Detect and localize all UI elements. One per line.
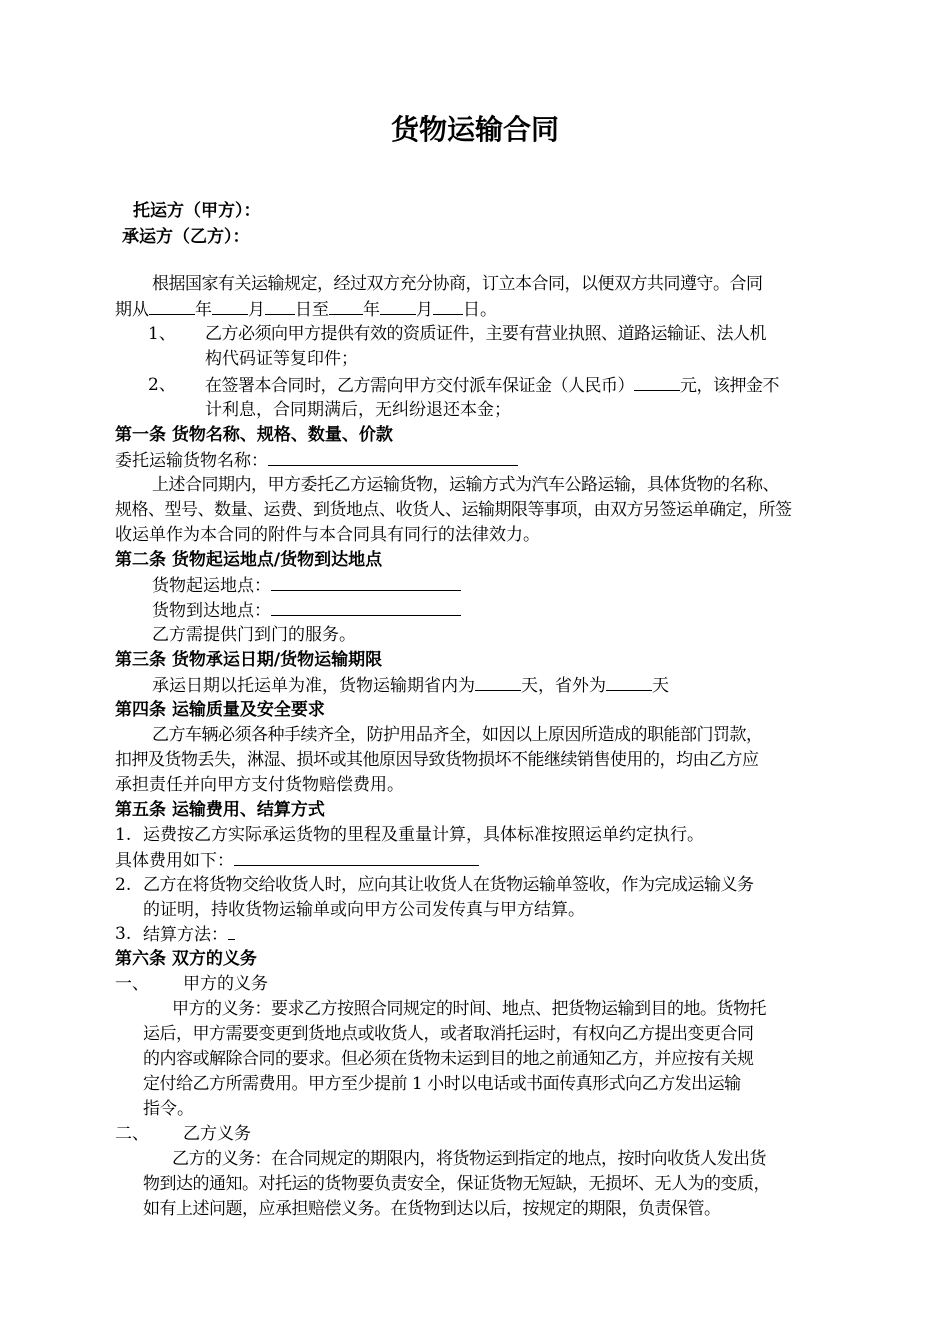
item-1-line-1: 乙方必须向甲方提供有效的资质证件，主要有营业执照、道路运输证、法人机 — [205, 324, 766, 344]
deposit-text: 在签署本合同时，乙方需向甲方交付派车保证金（人民币） — [205, 376, 634, 396]
origin-label: 货物起运地点： — [152, 576, 271, 596]
start-year-blank — [149, 297, 195, 315]
item-2-line-2: 计利息，合同期满后，无纠纷退还本金； — [205, 400, 511, 420]
start-month-blank — [212, 297, 248, 315]
destination-blank — [271, 598, 461, 616]
section-1-title: 甲方的义务 — [183, 974, 268, 994]
deposit-amount-blank — [634, 373, 680, 391]
item-1-line-2: 构代码证等复印件； — [205, 349, 358, 369]
item-2-number: 2、 — [148, 375, 176, 395]
article-1-para-line-3: 收运单作为本合同的附件与本合同具有同行的法律效力。 — [115, 525, 540, 545]
article-4-para-line-2: 扣押及货物丢失，淋湿、损坏或其他原因导致货物损坏不能继续销售使用的，均由乙方应 — [115, 750, 759, 770]
carrier-label: 承运方（乙方）： — [122, 227, 250, 247]
deposit-text-2: 元，该押金不 — [680, 376, 779, 396]
party-a-duty-line-3: 的内容或解除合同的要求。但必须在货物未运到目的地之前通知乙方，并应按有关规 — [143, 1049, 754, 1069]
shipper-label: 托运方（甲方）： — [133, 201, 261, 221]
article-5-item-3-number: 3. — [115, 924, 132, 944]
article-1-para-line-2: 规格、型号、数量、运费、到货地点、收货人、运输期限等事项，由双方另签运单确定，所签 — [115, 500, 792, 520]
fee-details-blank — [234, 848, 479, 866]
goods-name-label: 委托运输货物名称： — [115, 451, 268, 471]
start-day-blank — [265, 297, 295, 315]
month-label: 月 — [248, 300, 265, 320]
party-b-duty-line-1: 乙方的义务：在合同规定的期限内，将货物运到指定的地点，按时向收货人发出货 — [172, 1149, 766, 1169]
out-province-days-blank — [606, 673, 652, 691]
party-b-duty-line-2: 物到达的通知。对托运的货物要负责安全，保证货物无短缺，无损坏、无人为的变质， — [143, 1174, 770, 1194]
transport-period-text: 承运日期以托运单为准，货物运输期省内为 — [152, 676, 475, 696]
days-label: 天 — [652, 676, 669, 696]
article-5-item-2-line-2: 的证明，持收货物运输单或向甲方公司发传真与甲方结算。 — [143, 900, 585, 920]
party-a-duty-line-4: 定付给乙方所需费用。甲方至少提前 1 小时以电话或书面传真形式向乙方发出运输 — [143, 1074, 741, 1094]
party-a-duty-line-5: 指令。 — [143, 1099, 194, 1119]
settlement-method-label: 结算方法： — [143, 925, 228, 945]
article-3-heading: 第三条 货物承运日期/货物运输期限 — [115, 650, 383, 670]
end-year-blank — [329, 297, 363, 315]
settlement-method-field — [143, 922, 235, 947]
day-to-label: 日至 — [295, 300, 329, 320]
article-5-item-2-line-1: 乙方在将货物交给收货人时，应向其让收货人在货物运输单签收，作为完成运输义务 — [143, 875, 754, 895]
end-day-blank — [433, 297, 463, 315]
fee-details-field — [115, 848, 479, 873]
end-month-blank — [380, 297, 416, 315]
settlement-method-blank — [228, 922, 235, 940]
origin-blank — [271, 573, 461, 591]
article-5-item-2-number: 2. — [115, 875, 132, 895]
day-end-label: 日。 — [463, 300, 497, 320]
article-1-para-line-1: 上述合同期内，甲方委托乙方运输货物，运输方式为汽车公路运输，具体货物的名称、 — [152, 475, 779, 495]
month-label-2: 月 — [416, 300, 433, 320]
article-1-heading: 第一条 货物名称、规格、数量、价款 — [115, 425, 393, 445]
article-5-item-1-number: 1. — [115, 825, 132, 845]
door-to-door-service: 乙方需提供门到门的服务。 — [152, 625, 356, 645]
transport-period — [152, 673, 669, 698]
article-4-para-line-3: 承担责任并向甲方支付货物赔偿费用。 — [115, 775, 404, 795]
section-2-title: 乙方义务 — [183, 1124, 251, 1144]
article-5-item-1: 运费按乙方实际承运货物的里程及重量计算，具体标准按照运单约定执行。 — [143, 825, 704, 845]
party-a-duty-line-2: 运后，甲方需要变更到货地点或收货人，或者取消托运时，有权向乙方提出变更合同 — [143, 1024, 754, 1044]
article-6-heading: 第六条 双方的义务 — [115, 949, 257, 969]
goods-name-field — [115, 448, 518, 473]
item-1-number: 1、 — [148, 324, 176, 344]
contract-period — [115, 297, 497, 322]
article-4-para-line-1: 乙方车辆必须各种手续齐全，防护用品齐全，如因以上原因所造成的职能部门罚款， — [152, 725, 763, 745]
section-1-number: 一、 — [115, 974, 149, 994]
goods-name-blank — [268, 448, 518, 466]
fee-details-label: 具体费用如下： — [115, 851, 234, 871]
destination-label: 货物到达地点： — [152, 601, 271, 621]
party-a-duty-line-1: 甲方的义务：要求乙方按照合同规定的时间、地点、把货物运输到目的地。货物托 — [172, 999, 766, 1019]
out-province-text: 天，省外为 — [521, 676, 606, 696]
item-2-line-1 — [205, 373, 779, 398]
period-from-label: 期从 — [115, 300, 149, 320]
year-label-2: 年 — [363, 300, 380, 320]
document-title: 货物运输合同 — [390, 113, 559, 146]
in-province-days-blank — [475, 673, 521, 691]
destination-field — [152, 598, 461, 623]
article-4-heading: 第四条 运输质量及安全要求 — [115, 700, 325, 720]
article-5-heading: 第五条 运输费用、结算方式 — [115, 800, 325, 820]
party-b-duty-line-3: 如有上述问题，应承担赔偿义务。在货物到达以后，按规定的期限，负责保管。 — [143, 1199, 721, 1219]
intro-line-1: 根据国家有关运输规定，经过双方充分协商，订立本合同，以便双方共同遵守。合同 — [152, 274, 763, 294]
origin-field — [152, 573, 461, 598]
article-2-heading: 第二条 货物起运地点/货物到达地点 — [115, 550, 383, 570]
section-2-number: 二、 — [115, 1124, 149, 1144]
year-label: 年 — [195, 300, 212, 320]
